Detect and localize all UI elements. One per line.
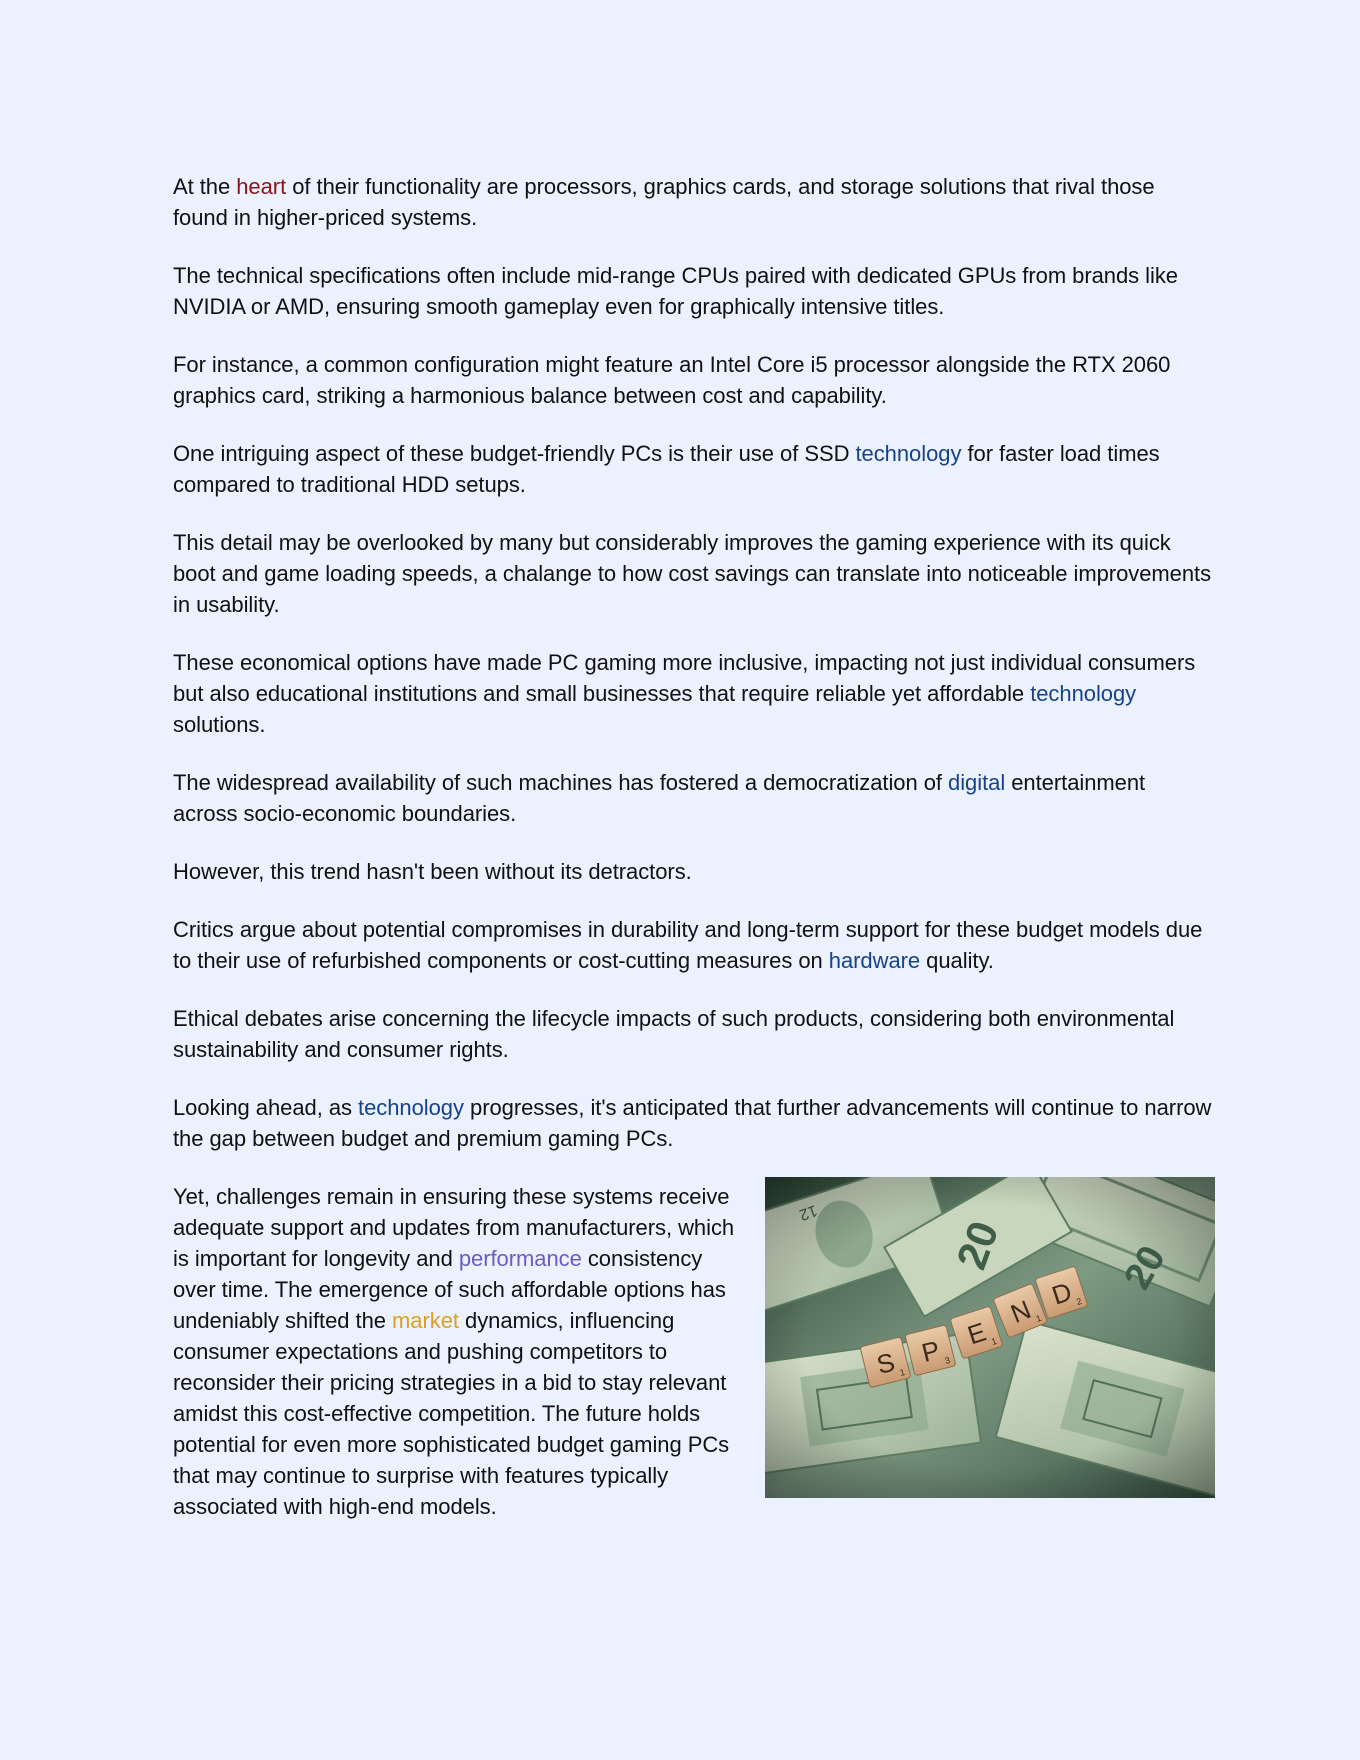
text-run: for faster load times compared to traditional HDD setups.	[173, 441, 1160, 497]
keyword-heart: heart	[236, 174, 287, 199]
text-run: Yet, challenges remain in ensuring these systems receive adequate support and updates from manufacturers, which is important for longevity and	[173, 1184, 735, 1271]
text-run: quality.	[920, 948, 994, 973]
text-run: entertainment across socio-economic boundaries.	[173, 770, 1146, 826]
paragraph-11	[173, 1092, 1215, 1154]
spend-photo	[765, 1177, 1215, 1498]
text-run: progresses, it's anticipated that further advancements will continue to narrow the gap between budget and premium gaming PCs.	[173, 1095, 1212, 1151]
keyword-digital: digital	[948, 770, 1006, 795]
paragraph-10: Ethical debates arise concerning the lifecycle impacts of such products, considering both environmental sustainability and consumer rights.	[173, 1006, 1175, 1062]
paragraph-2: The technical specifications often include mid-range CPUs paired with dedicated GPUs from brands like NVIDIA or AMD, ensuring smooth gameplay even for graphically intensive titles.	[173, 263, 1178, 319]
text-run: dynamics, influencing consumer expectations and pushing competitors to reconsider their pricing strategies in a bid to stay relevant amidst this cost-effective competition. The future holds potential for even more sophisticated budget gaming PCs that may continue to surprise with features typically associated with high-end models.	[173, 1308, 730, 1519]
paragraph-3: For instance, a common configuration might feature an Intel Core i5 processor alongside the RTX 2060 graphics card, striking a harmonious balance between cost and capability.	[173, 352, 1171, 408]
text-run: Critics argue about potential compromises in durability and long-term support for these budget models due to their use of refurbished components or cost-cutting measures on	[173, 917, 1203, 973]
text-run: At the	[173, 174, 237, 199]
final-section	[173, 1181, 1215, 1522]
article-body	[173, 171, 1215, 1522]
keyword-hardware: hardware	[828, 948, 921, 973]
paragraph-6	[173, 647, 1215, 740]
text-run: Looking ahead, as	[173, 1095, 359, 1120]
text-run: One intriguing aspect of these budget-friendly PCs is their use of SSD	[173, 441, 856, 466]
text-run: of their functionality are processors, graphics cards, and storage solutions that rival those found in higher-priced systems.	[173, 174, 1155, 230]
paragraph-12	[173, 1181, 743, 1522]
text-run: solutions.	[173, 712, 266, 737]
paragraph-7	[173, 767, 1215, 829]
paragraph-1	[173, 171, 1215, 233]
keyword-market: market	[392, 1308, 459, 1333]
text-run: consistency over time. The emergence of such affordable options has undeniably shifted the	[173, 1246, 726, 1333]
keyword-technology: technology	[1030, 681, 1137, 706]
paragraph-5: This detail may be overlooked by many but considerably improves the gaming experience with its quick boot and game loading speeds, a chalange to how cost savings can translate into noticeable improvements in usability.	[173, 530, 1212, 617]
text-run: These economical options have made PC gaming more inclusive, impacting not just individual consumers but also educational institutions and small businesses that require reliable yet affordable	[173, 650, 1196, 706]
keyword-technology: technology	[855, 441, 962, 466]
paragraph-9	[173, 914, 1215, 976]
text-run: The widespread availability of such machines has fostered a democratization of	[173, 770, 949, 795]
paragraph-8: However, this trend hasn't been without its detractors.	[173, 859, 692, 884]
keyword-performance: performance	[458, 1246, 582, 1271]
paragraph-4	[173, 438, 1215, 500]
photo-vignette	[765, 1177, 1215, 1498]
keyword-technology: technology	[358, 1095, 464, 1120]
